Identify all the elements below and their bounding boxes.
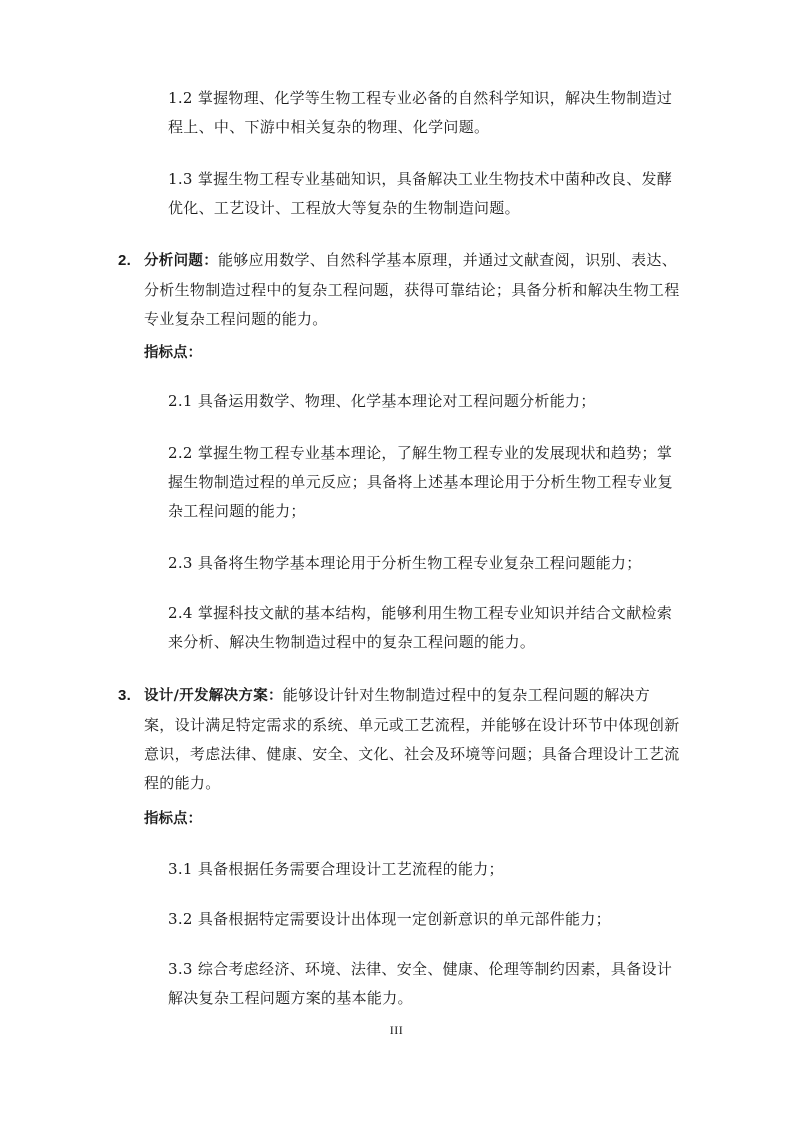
- section-3-title: 设计/开发解决方案：: [144, 688, 283, 704]
- page-number: III: [389, 1023, 404, 1037]
- indicator-3-3: 3.3 综合考虑经济、环境、法律、安全、健康、伦理等制约因素，具备设计解决复杂工程问题方案的基本能力。: [168, 960, 673, 1007]
- section-2: [118, 246, 680, 334]
- indicator-2-4: 2.4 掌握科技文献的基本结构，能够利用生物工程专业知识并结合文献检索来分析、解决生物制造过程中的复杂工程问题的能力。: [168, 604, 673, 651]
- section-3: [118, 681, 680, 798]
- section-2-text: 能够应用数学、自然科学基本原理，并通过文献查阅，识别、表达、分析生物制造过程中的复杂工程问题，获得可靠结论；具备分析和解决生物工程专业复杂工程问题的能力。: [144, 251, 680, 328]
- section-3-indicator-label: 指标点：: [144, 811, 202, 827]
- section-3-body: [144, 681, 680, 798]
- section-3-number: 3.: [118, 687, 132, 704]
- indicator-2-3: 2.3 具备将生物学基本理论用于分析生物工程专业复杂工程问题能力；: [168, 554, 642, 572]
- indicator-3-1: 3.1 具备根据任务需要合理设计工艺流程的能力；: [168, 860, 504, 878]
- indicator-3-2: 3.2 具备根据特定需要设计出体现一定创新意识的单元部件能力；: [168, 910, 611, 928]
- section-2-indicator-label: 指标点：: [144, 345, 202, 361]
- section-2-title: 分析问题：: [144, 253, 218, 269]
- indicator-1-2: 1.2 掌握物理、化学等生物工程专业必备的自然科学知识，解决生物制造过程上、中、下游中相关复杂的物理、化学问题。: [168, 89, 673, 136]
- section-3-text: 能够设计针对生物制造过程中的复杂工程问题的解决方案，设计满足特定需求的系统、单元或工艺流程，并能够在设计环节中体现创新意识，考虑法律、健康、安全、文化、社会及环境等问题；具备合理设计工艺流程的能力。: [144, 686, 680, 792]
- section-2-number: 2.: [118, 252, 132, 269]
- indicator-2-2: 2.2 掌握生物工程专业基本理论，了解生物工程专业的发展现状和趋势；掌握生物制造过程的单元反应；具备将上述基本理论用于分析生物工程专业复杂工程问题的能力；: [168, 444, 673, 520]
- section-2-body: [144, 246, 680, 334]
- indicator-1-3: 1.3 掌握生物工程专业基础知识，具备解决工业生物技术中菌种改良、发酵优化、工艺设计、工程放大等复杂的生物制造问题。: [168, 170, 673, 217]
- indicator-2-1: 2.1 具备运用数学、物理、化学基本理论对工程问题分析能力；: [168, 392, 596, 410]
